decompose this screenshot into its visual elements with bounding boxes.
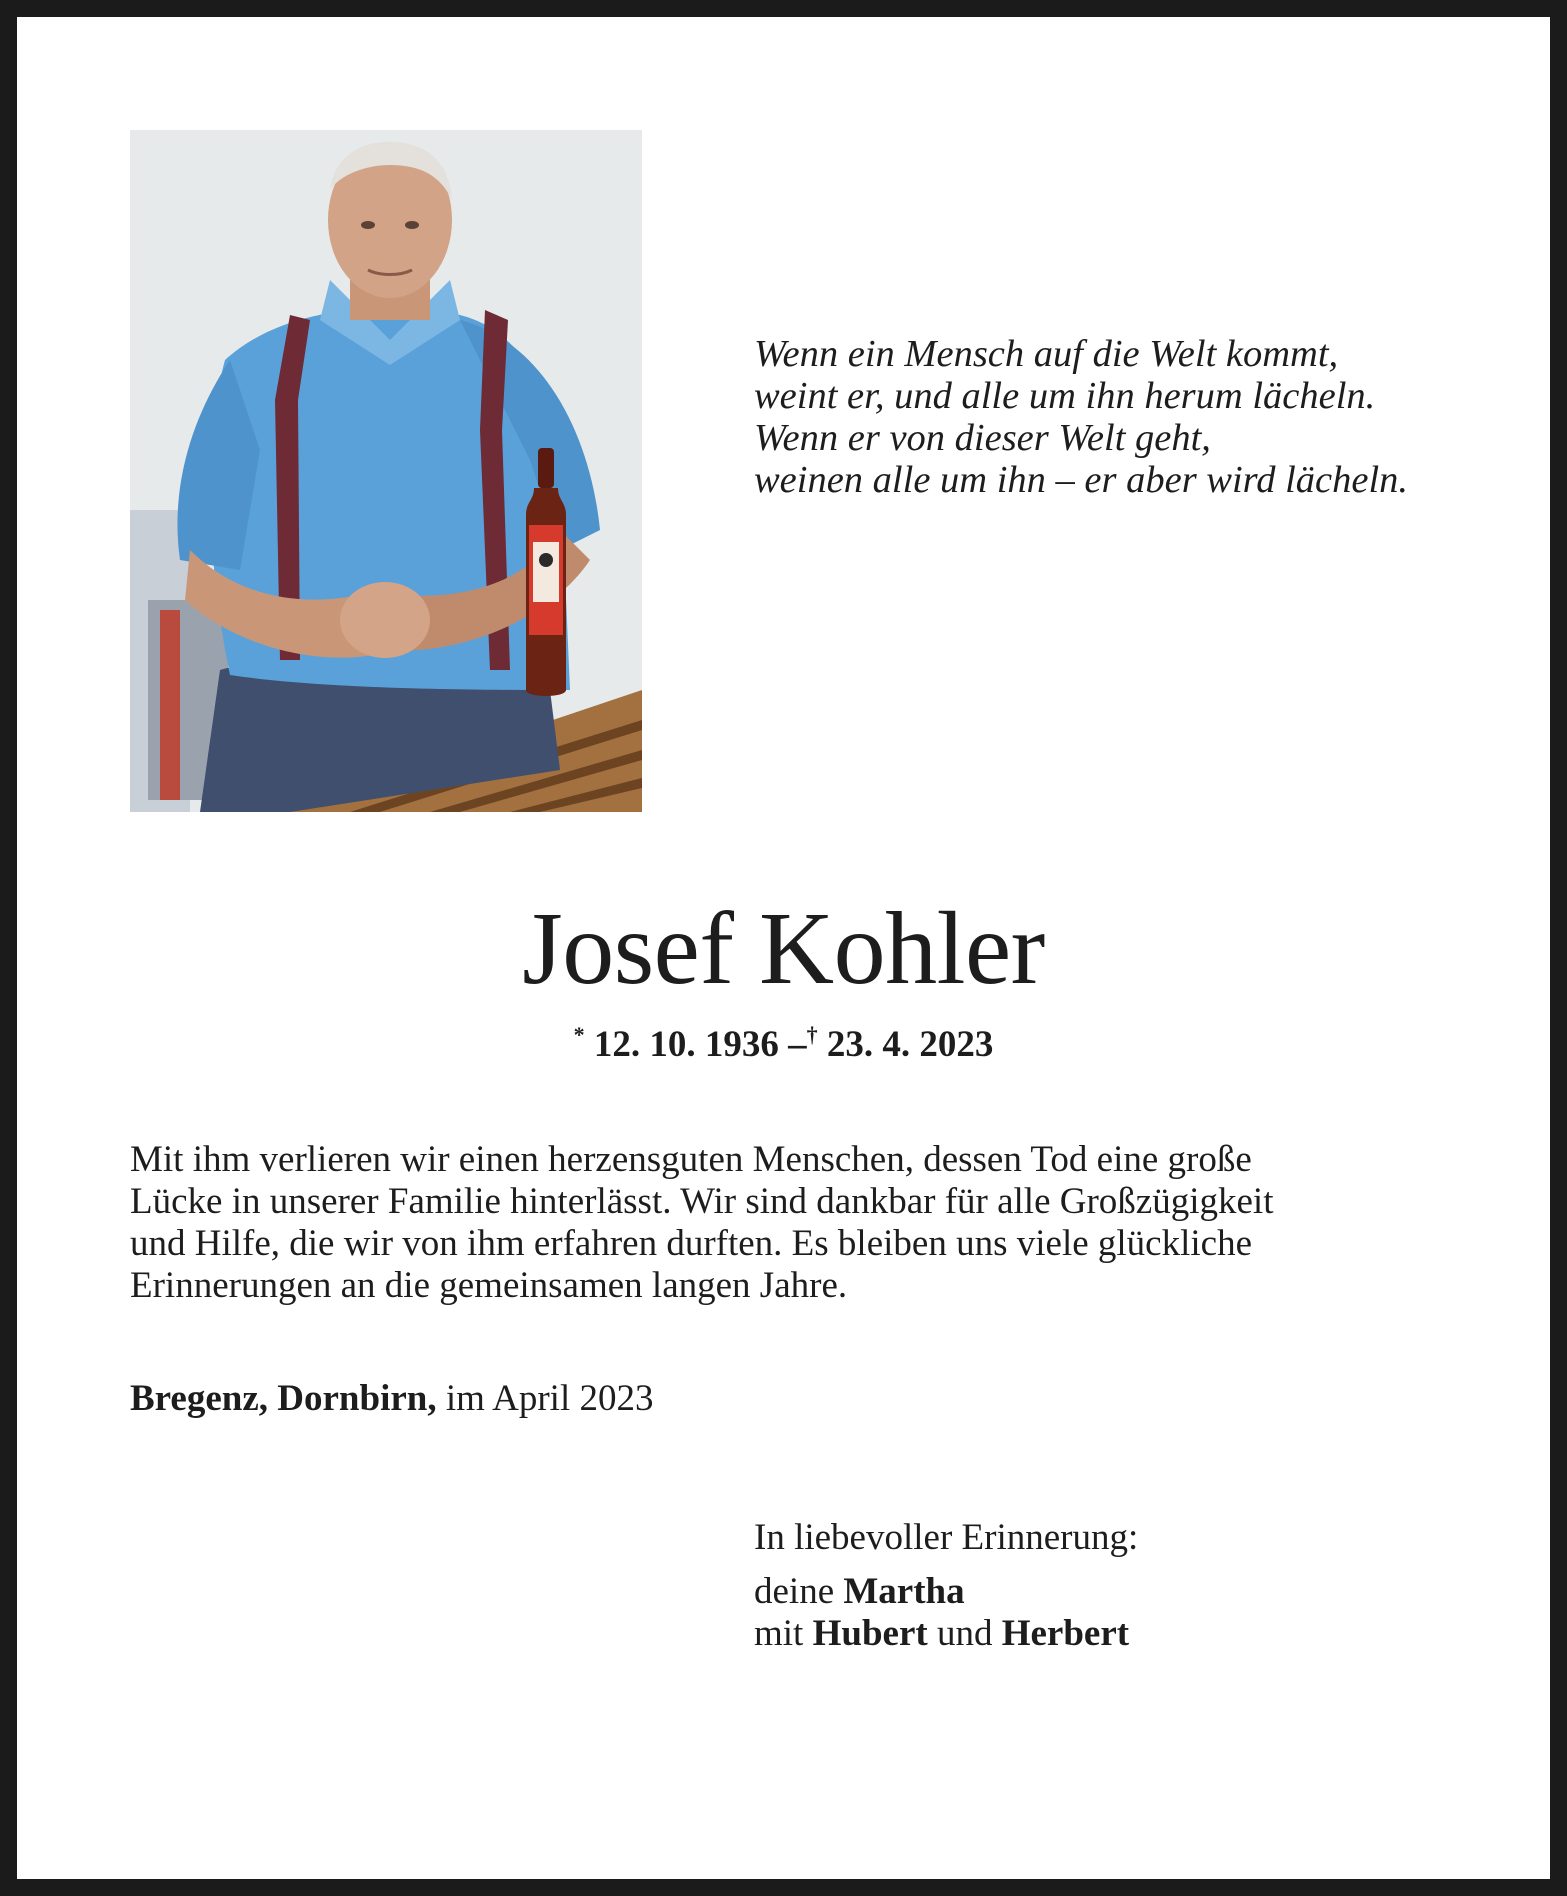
signature-name-hubert: Hubert xyxy=(812,1613,928,1654)
signature-line-2 xyxy=(754,1613,1138,1655)
quote-line: Wenn er von dieser Welt geht, xyxy=(754,417,1211,459)
portrait-photo xyxy=(130,130,642,812)
signature-block xyxy=(754,1517,1138,1655)
life-dates xyxy=(17,1013,1550,1067)
death-date: 23. 4. 2023 xyxy=(826,1024,994,1065)
memorial-message xyxy=(130,1139,1460,1307)
birth-date: 12. 10. 1936 xyxy=(593,1024,779,1065)
signature-line-1 xyxy=(754,1571,1138,1613)
quote-line: weint er, und alle um ihn herum lächeln. xyxy=(754,375,1376,417)
place-towns: Bregenz, Dornbirn, xyxy=(130,1378,437,1419)
death-symbol: † xyxy=(806,1022,818,1047)
message-line: und Hilfe, die wir von ihm erfahren durften. Es bleiben uns viele glückliche xyxy=(130,1223,1252,1264)
quote-text xyxy=(754,333,1534,501)
place-date: im April 2023 xyxy=(445,1378,654,1419)
birth-symbol: * xyxy=(573,1022,585,1047)
signature-joiner: und xyxy=(936,1613,993,1654)
quote-line: Wenn ein Mensch auf die Welt kommt, xyxy=(754,333,1339,375)
signature-prefix: deine xyxy=(754,1571,835,1612)
date-separator: – xyxy=(788,1024,807,1065)
message-line: Erinnerungen an die gemeinsamen langen Jahre. xyxy=(130,1265,848,1306)
place-and-date xyxy=(130,1377,653,1421)
deceased-name: Josef Kohler xyxy=(522,891,1045,1006)
message-line: Lücke in unserer Familie hinterlässt. Wir sind dankbar für alle Großzügigkeit xyxy=(130,1181,1274,1222)
signature-prefix: mit xyxy=(754,1613,804,1654)
obituary-page xyxy=(17,17,1550,1879)
signature-name-herbert: Herbert xyxy=(1001,1613,1130,1654)
message-line: Mit ihm verlieren wir einen herzensguten Menschen, dessen Tod eine große xyxy=(130,1139,1252,1180)
signature-intro: In liebevoller Erinnerung: xyxy=(754,1517,1139,1558)
quote-line: weinen alle um ihn – er aber wird lächeln. xyxy=(754,459,1409,501)
signature-name-martha: Martha xyxy=(843,1571,965,1612)
